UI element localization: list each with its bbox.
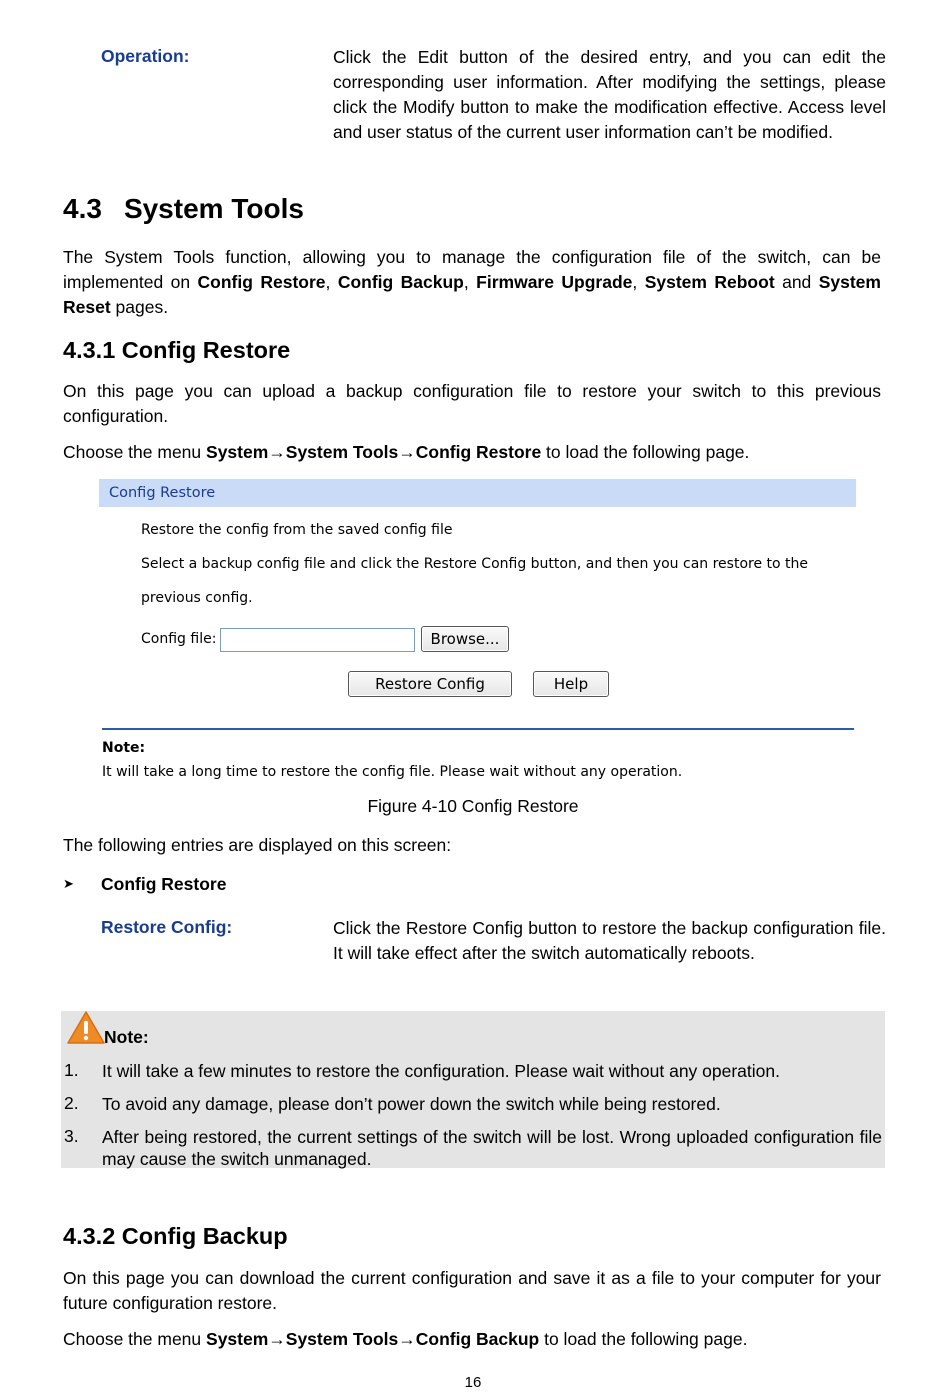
page-system-reboot: System Reboot xyxy=(644,272,775,292)
page-firmware-upgrade: Firmware Upgrade xyxy=(476,272,633,292)
config-file-input[interactable] xyxy=(220,628,415,652)
menu-pre: Choose the menu xyxy=(63,442,207,462)
figure-note-title: Note: xyxy=(102,740,146,756)
config-restore-menu-instruction xyxy=(63,440,881,465)
operation-label: Operation: xyxy=(101,46,190,66)
warning-icon xyxy=(66,1010,106,1046)
sep: , xyxy=(325,272,338,292)
intro-post: pages. xyxy=(110,297,169,317)
figure-line-2: Select a backup config file and click the Restore Config button, and then you can restore to the xyxy=(141,556,809,572)
figure-line-3: previous config. xyxy=(141,590,253,606)
figure-line-1: Restore the config from the saved config file xyxy=(141,522,453,538)
menu-pre: Choose the menu xyxy=(63,1329,207,1349)
section-heading-4-3-1: 4.3.1 Config Restore xyxy=(63,337,291,363)
note-item-text: It will take a few minutes to restore the configuration. Please wait without any operation. xyxy=(102,1061,780,1081)
note-box xyxy=(61,1011,885,1168)
config-restore-figure xyxy=(99,479,856,784)
config-backup-menu-instruction xyxy=(63,1327,881,1352)
section-heading-4-3 xyxy=(63,193,304,225)
page-config-restore: Config Restore xyxy=(197,272,326,292)
note-item xyxy=(64,1060,882,1082)
note-item-text: After being restored, the current settings of the switch will be lost. Wrong uploaded configuration file may cause the switch unmanaged. xyxy=(102,1127,882,1169)
figure-divider xyxy=(102,728,854,730)
system-tools-intro xyxy=(63,245,881,320)
menu-post: to load the following page. xyxy=(539,1329,748,1349)
page-system-reset: System Reset xyxy=(63,272,881,317)
entries-intro: The following entries are displayed on this screen: xyxy=(63,835,452,855)
bullet-arrow-icon: ➤ xyxy=(63,876,74,891)
menu-path: System→System Tools→Config Restore xyxy=(206,442,542,462)
menu-post: to load the following page. xyxy=(541,442,750,462)
restore-config-button[interactable]: Restore Config xyxy=(348,671,512,697)
note-item-number: 2. xyxy=(64,1093,79,1113)
section-heading-4-3-2: 4.3.2 Config Backup xyxy=(63,1223,288,1249)
sep: , xyxy=(463,272,477,292)
operation-text: Click the Edit button of the desired entry, and you can edit the corresponding user information. After modifying the settings, please click the Modify button to make the modification effective. Access level and user status of the current user information can’t be modified. xyxy=(333,47,886,142)
restore-config-label: Restore Config: xyxy=(101,917,233,937)
note-item-number: 3. xyxy=(64,1126,79,1146)
menu-path: System→System Tools→Config Backup xyxy=(206,1329,540,1349)
help-button[interactable]: Help xyxy=(533,671,609,697)
entries-bullet-title: Config Restore xyxy=(101,874,227,894)
browse-button[interactable]: Browse... xyxy=(421,626,509,652)
restore-config-text: Click the Restore Config button to restore the backup configuration file. It will take effect after the switch automatically reboots. xyxy=(333,918,886,963)
page-number: 16 xyxy=(464,1374,482,1391)
sep: , xyxy=(632,272,645,292)
note-item-number: 1. xyxy=(64,1060,79,1080)
config-file-label: Config file: xyxy=(141,631,217,647)
page-config-backup: Config Backup xyxy=(337,272,464,292)
figure-header: Config Restore xyxy=(99,479,856,507)
section-title: System Tools xyxy=(123,193,304,224)
figure-caption: Figure 4-10 Config Restore xyxy=(367,796,579,816)
note-item-text: To avoid any damage, please don’t power down the switch while being restored. xyxy=(102,1094,721,1114)
note-item xyxy=(64,1093,882,1115)
section-number: 4.3 xyxy=(63,193,102,224)
intro-text: The System Tools function, allowing you to manage the configuration file of the switch, can be implemented on xyxy=(63,247,881,292)
config-restore-desc: On this page you can upload a backup configuration file to restore your switch to this previous configuration. xyxy=(63,381,881,426)
config-backup-desc: On this page you can download the current configuration and save it as a file to your computer for your future configuration restore. xyxy=(63,1268,881,1313)
note-item xyxy=(64,1126,882,1170)
and-text: and xyxy=(774,272,819,292)
figure-note-text: It will take a long time to restore the config file. Please wait without any operation. xyxy=(102,764,683,780)
note-title: Note: xyxy=(104,1027,149,1047)
